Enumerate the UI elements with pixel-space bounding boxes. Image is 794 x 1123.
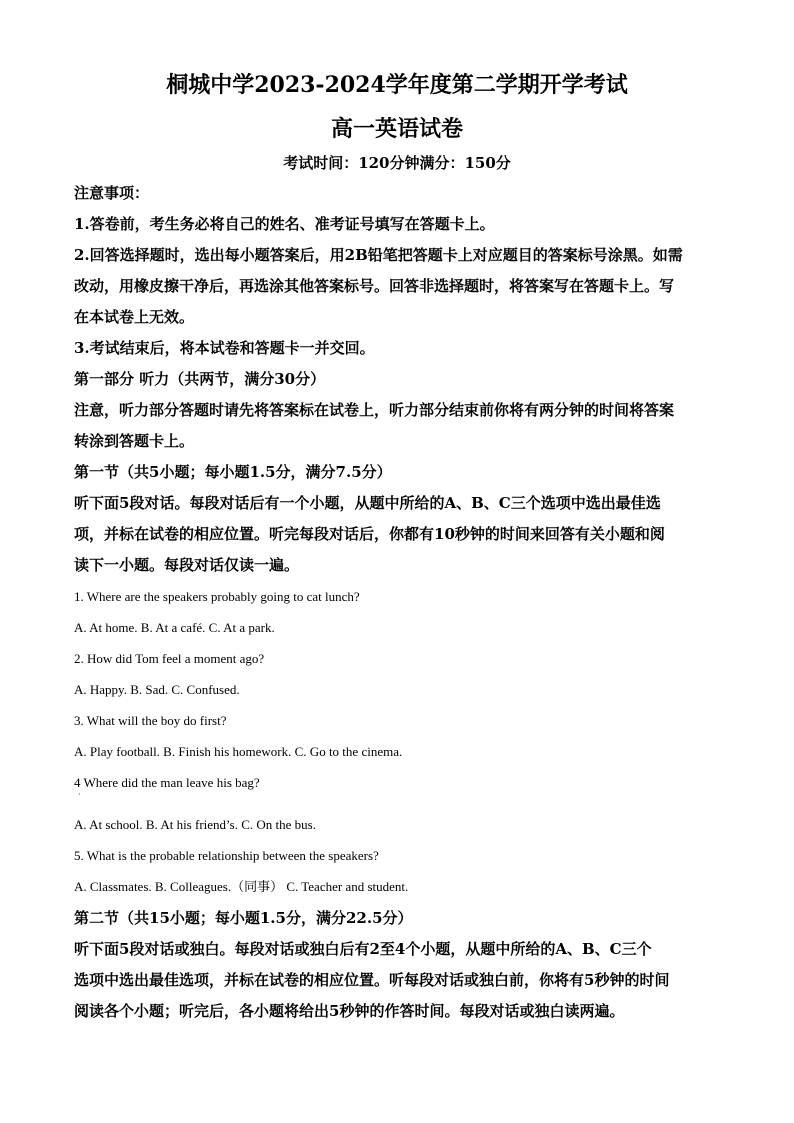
question-5: 5. What is the probable relationship between the speakers? xyxy=(74,848,379,863)
question-3-options: A. Play football. B. Finish his homework. C. Go to the cinema. xyxy=(74,744,403,759)
question-4-options: A. At school. B. At his friend’s. C. On the bus. xyxy=(74,817,316,832)
question-1-options: A. At home. B. At a café. C. At a park. xyxy=(74,620,275,635)
part1-note-line-2: 转涂到答题卡上。 xyxy=(74,432,195,450)
exam-title: 桐城中学2023-2024学年度第二学期开学考试 xyxy=(166,72,628,98)
question-4: 4 Where did the man leave his bag? xyxy=(74,775,260,790)
section2-instr-line-1: 听下面5段对话或独白。每段对话或独白后有2至4个小题，从题中所给的A、B、C三个 xyxy=(74,940,652,958)
section1-instr-line-3: 读下一小题。每段对话仅读一遍。 xyxy=(74,556,300,574)
stray-dot-mark: · xyxy=(78,790,81,799)
note-item-3: 3.考试结束后，将本试卷和答题卡一并交回。 xyxy=(74,339,375,357)
note-item-1: 1.答卷前，考生务必将自己的姓名、准考证号填写在答题卡上。 xyxy=(74,215,495,233)
section2-instr-line-2: 选项中选出最佳选项，并标在试卷的相应位置。听每段对话或独白前，你将有5秒钟的时间 xyxy=(74,971,670,989)
part1-note-line-1: 注意，听力部分答题时请先将答案标在试卷上，听力部分结束前你将有两分钟的时间将答案 xyxy=(74,401,675,419)
note-item-2-line-3: 在本试卷上无效。 xyxy=(74,308,195,326)
notes-heading: 注意事项： xyxy=(74,184,150,202)
exam-info: 考试时间：120分钟满分：150分 xyxy=(283,154,511,172)
section1-heading: 第一节（共5小题；每小题1.5分，满分7.5分） xyxy=(74,463,392,481)
part1-heading: 第一部分 听力（共两节，满分30分） xyxy=(74,370,326,388)
note-item-2-line-1: 2.回答选择题时，选出每小题答案后，用2B铅笔把答题卡上对应题目的答案标号涂黑。如需 xyxy=(74,246,683,264)
section2-block xyxy=(74,903,720,1027)
section2-instr-line-3: 阅读各个小题；听完后，各小题将给出5秒钟的作答时间。每段对话或独白读两遍。 xyxy=(74,1002,625,1020)
exam-subtitle: 高一英语试卷 xyxy=(330,116,463,142)
notes-block xyxy=(74,178,720,581)
question-2-options: A. Happy. B. Sad. C. Confused. xyxy=(74,682,240,697)
question-3: 3. What will the boy do first? xyxy=(74,713,227,728)
question-2: 2. How did Tom feel a moment ago? xyxy=(74,651,265,666)
question-1: 1. Where are the speakers probably going to cat lunch? xyxy=(74,589,360,604)
question-5-options: A. Classmates. B. Colleagues.（同事） C. Teacher and student. xyxy=(74,879,409,894)
section1-instr-line-1: 听下面5段对话。每段对话后有一个小题，从题中所给的A、B、C三个选项中选出最佳选 xyxy=(74,494,661,512)
section2-heading: 第二节（共15小题；每小题1.5分，满分22.5分） xyxy=(74,909,413,927)
section1-instr-line-2: 项，并标在试卷的相应位置。听完每段对话后，你都有10秒钟的时间来回答有关小题和阅 xyxy=(74,525,665,543)
note-item-2-line-2: 改动，用橡皮擦干净后，再选涂其他答案标号。回答非选择题时，将答案写在答题卡上。写 xyxy=(74,277,675,295)
